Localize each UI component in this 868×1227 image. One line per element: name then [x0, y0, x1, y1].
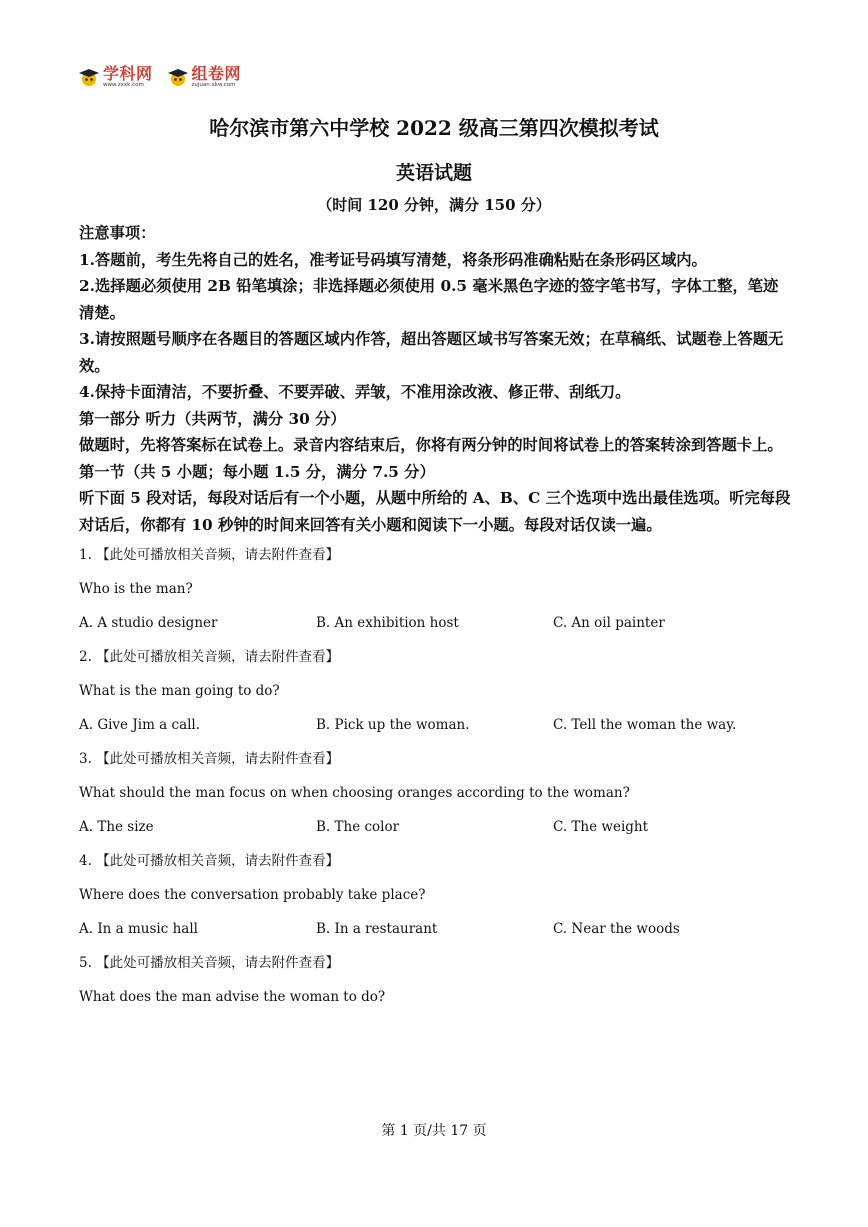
logo-name: 学科网	[103, 64, 153, 83]
notes-heading: 注意事项：	[79, 224, 156, 242]
logo-name: 组卷网	[191, 64, 242, 83]
graduation-cap-icon	[167, 66, 189, 88]
options	[79, 708, 791, 742]
time-info: （时间 120 分钟，满分 150 分）	[317, 196, 551, 214]
option-a[interactable]: A. Give Jim a call.	[79, 717, 201, 733]
logo-zxxk[interactable]	[78, 66, 153, 89]
section-instruction: 听下面 5 段对话，每段对话后有一个小题，从题中所给的 A、B、C 三个选项中选出最佳选项。听完每段对话后，你都有 10 秒钟的时间来回答有关小题和阅读下一小题。每段对话仅读一遍。	[79, 489, 791, 534]
audio-placeholder[interactable]: 2. 【此处可播放相关音频，请去附件查看】	[79, 649, 340, 665]
question-2	[79, 640, 791, 742]
logos	[78, 66, 241, 89]
section-heading: 第一节（共 5 小题；每小题 1.5 分，满分 7.5 分）	[79, 462, 435, 481]
audio-placeholder[interactable]: 4. 【此处可播放相关音频，请去附件查看】	[79, 853, 340, 869]
part-heading: 第一部分 听力（共两节，满分 30 分）	[79, 409, 346, 428]
note-item: 4.保持卡面清洁，不要折叠、不要弄破、弄皱，不准用涂改液、修正带、刮纸刀。	[79, 383, 631, 401]
logo-zujuan[interactable]	[167, 66, 242, 89]
audio-placeholder[interactable]: 5. 【此处可播放相关音频，请去附件查看】	[79, 955, 340, 971]
note-item: 1.答题前，考生先将自己的姓名，准考证号码填写清楚，将条形码准确粘贴在条形码区域内。	[79, 250, 707, 269]
logo-url: zujuan.xkw.com	[191, 82, 236, 88]
graduation-cap-icon	[78, 66, 100, 88]
option-a[interactable]: A. A studio designer	[79, 615, 218, 631]
question-stem: What is the man going to do?	[79, 683, 280, 699]
note-item: 2.选择题必须使用 2B 铅笔填涂；非选择题必须使用 0.5 毫米黑色字迹的签字笔书写，字体工整，笔迹清楚。	[79, 277, 779, 322]
exam-body	[79, 220, 791, 1014]
options	[79, 810, 791, 844]
page-number: 第 1 页/共 17 页	[381, 1123, 487, 1139]
note-item: 3.请按照题号顺序在各题目的答题区域内作答，超出答题区域书写答案无效；在草稿纸、试题卷上答题无效。	[79, 330, 784, 375]
question-1	[79, 538, 791, 640]
option-a[interactable]: A. In a music hall	[79, 921, 198, 937]
logo-url: www.zxxk.com	[103, 82, 144, 88]
exam-title: 哈尔滨市第六中学校 2022 级高三第四次模拟考试	[209, 116, 659, 140]
question-3	[79, 742, 791, 844]
option-c[interactable]: C. Tell the woman the way.	[553, 717, 737, 733]
option-c[interactable]: C. Near the woods	[553, 921, 680, 937]
option-b[interactable]: B. Pick up the woman.	[316, 717, 470, 733]
option-b[interactable]: B. An exhibition host	[316, 615, 459, 631]
question-5	[79, 946, 791, 1014]
audio-placeholder[interactable]: 3. 【此处可播放相关音频，请去附件查看】	[79, 751, 340, 767]
options	[79, 606, 791, 640]
option-b[interactable]: B. The color	[316, 819, 400, 835]
question-stem: Who is the man?	[79, 581, 193, 597]
question-4	[79, 844, 791, 946]
option-a[interactable]: A. The size	[79, 819, 154, 835]
option-c[interactable]: C. An oil painter	[553, 615, 665, 631]
question-stem: What should the man focus on when choosing oranges according to the woman?	[79, 785, 630, 801]
option-c[interactable]: C. The weight	[553, 819, 649, 835]
question-stem: What does the man advise the woman to do?	[79, 989, 386, 1005]
options	[79, 912, 791, 946]
exam-subtitle: 英语试题	[395, 162, 472, 184]
option-b[interactable]: B. In a restaurant	[316, 921, 438, 937]
question-stem: Where does the conversation probably take place?	[79, 887, 426, 903]
audio-placeholder[interactable]: 1. 【此处可播放相关音频，请去附件查看】	[79, 547, 340, 563]
part-instruction: 做题时，先将答案标在试卷上。录音内容结束后，你将有两分钟的时间将试卷上的答案转涂到答题卡上。	[79, 436, 783, 454]
